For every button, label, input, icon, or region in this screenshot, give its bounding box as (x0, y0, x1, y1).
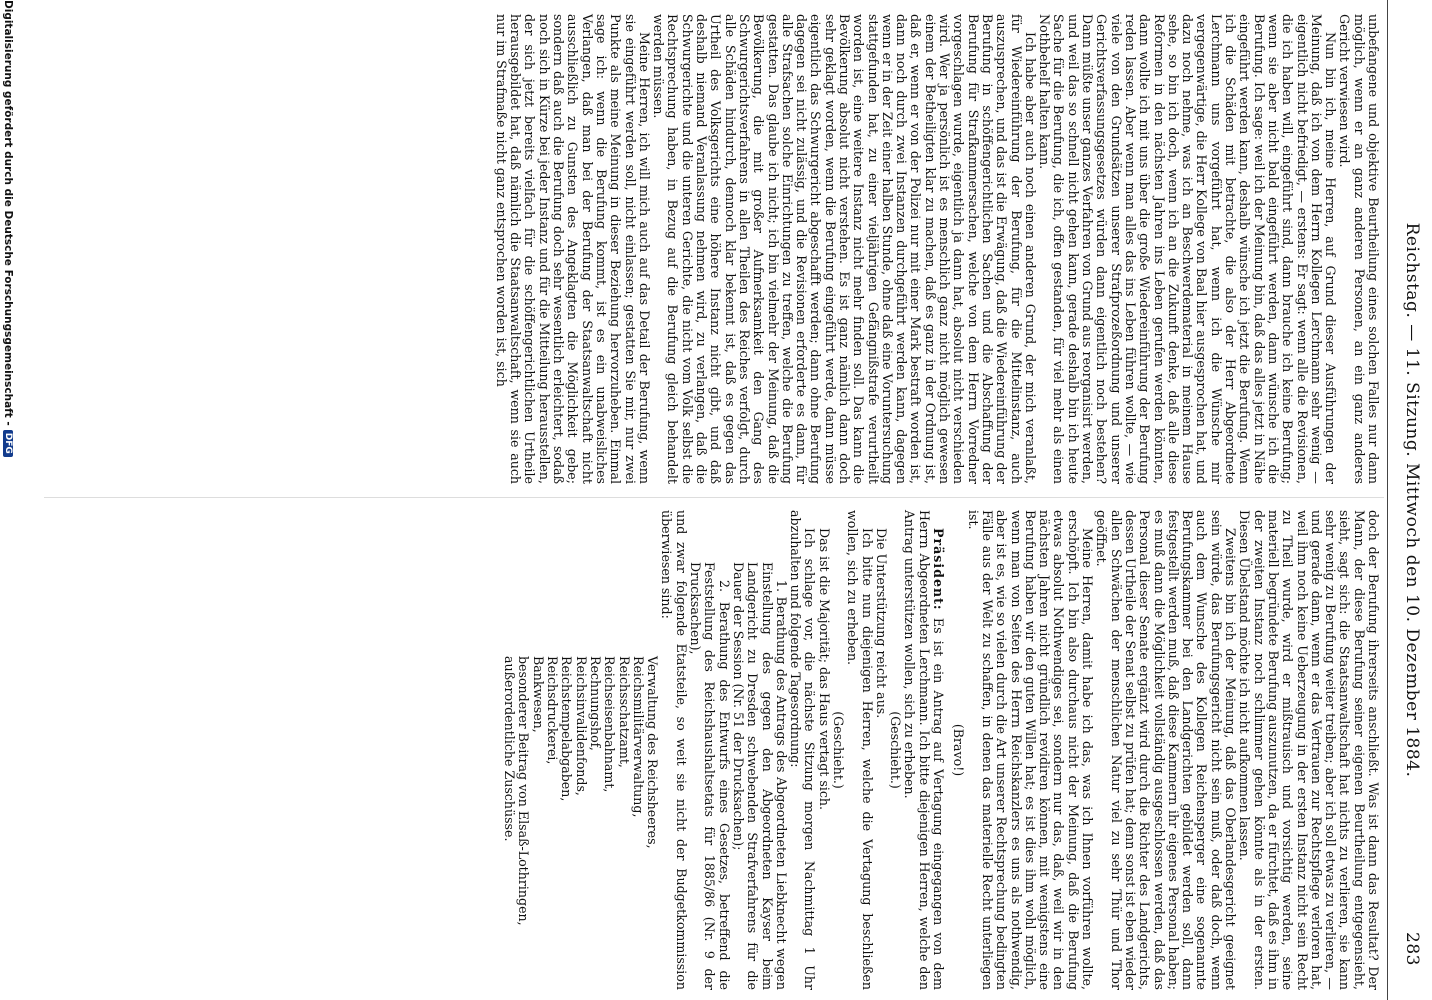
left-paragraph: Meine Herren, ich will mich auch auf das Detail der Berufung, wenn sie eingeführt werden soll, nicht einlassen; gestatten Sie mir, nur zwei Punkte als meine Meinung in dieser Beziehung hervorzuheben. Einmal sage ich: wenn die Berufung kommt, ist es ein unabweisliches Verlangen, daß man bei der Berufung der Staatsanwaltschaft nicht ausschließlich zu Gunsten des Angeklagten die Möglichkeit gebe; sondern daß auch die Berufung doch sehr wesentlich erleichtert, sodaß noch sich in Kürze bei jeder Instanz und für die Mitteilung herausstellen, der sich jetzt bereits vielfach für die schöffengerichtlichen Urtheile herausgebildet hat, daß nämlich die Staatsanwaltschaft, wenn sie auch nur im Strafmaße nicht ganz entsprochen worden ist, sich (493, 14, 652, 484)
left-column (494, 14, 1380, 484)
right-paragraph: Meine Herren, damit habe ich das, was ich Ihnen vorführen wollte, erschöpft. Ich bin also durchaus nicht der Meinung, daß die Berufung etwas absolut Nothwendiges sei, sondern nur das, daß, weil wir in den nächsten Jahren nicht gründlich revidiren können, mit wenigstens eine Berufung haben wir den guten Willen hat; es ist dies ihm wohl möglich, wenn man von Seiten des Herrn Reichskanzlers es uns als nothwendig, aber ist es, wie so vielen durch die Art unserer Rechtsprechung bedingten Fälle aus der Welt zu schaffen, in denen das materielle Recht unterliegen ist. (965, 510, 1096, 990)
budget-item: Verwaltung des Reichsheeres, (645, 656, 661, 849)
budget-item: Reichsdruckerei, (545, 656, 561, 765)
budget-item: außerordentliche Zuschüsse. (502, 656, 518, 842)
header-title: Reichstag. — 11. Sitzung. Mittwoch den 10. Dezember 1884. (1402, 222, 1422, 778)
budget-item: Reichseisenbahnamt, (602, 656, 618, 793)
dfg-logo: DFG (3, 430, 13, 457)
budget-item: Rechnungshof, (587, 656, 603, 751)
page-number: 283 (1402, 932, 1422, 966)
right-paragraph: Zweitens bin ich der Meinung, daß das Oberlandesgericht geeignet sein würde, das Berufungsgericht nicht sein muß, oder daß doch, wenn auch dem Wunsche des Kollegen Reichensperger eine sogenannte Berufungskammer bei den Landgerichten gebildet werden soll, dann festgestellt werden muß, daß diese Kammern ihr eigenes Personal haben; es muß dann die Möglichkeit vollständig ausgeschlossen werden, daß das Personal dieser Senate ergänzt wird durch die Richter des Landgerichts, dessen Urtheile der Senat selbst zu prüfen hat; denn sonst ist eben wieder allen Schwächen der menschlichen Natur viel zu sehr Thür und Thor geöffnet. (1094, 510, 1239, 990)
majority-line: Das ist die Majorität; das Haus vertagt sich. (816, 528, 832, 811)
header-rule (1387, 0, 1388, 1000)
agenda-continuation: und zwar folgende Etatsteile, so weit sie nicht der Budgetkommission überwiesen sind: (659, 510, 689, 990)
budget-item: Reichsinvalidenfonds, (573, 656, 589, 796)
footer-text: Digitalisierung gefördert durch die Deutsche Forschungsgemeinschaft - (2, 0, 14, 426)
right-column (502, 510, 1380, 990)
budget-item: Reichsschatzamt, (616, 656, 632, 768)
agenda-intro: Ich schlage vor, die nächste Sitzung morgen Nachmittag 1 Uhr abzuhalten und folgende Tagesordnung: (788, 510, 818, 990)
president-text: Es ist ein Antrag auf Vertagung eingegangen von dem Herrn Abgeordneten Lerchmann. Ich bitte diejenigen Herren, welche den Antrag unterstützen wollen, sich zu erheben. (902, 510, 947, 990)
agenda-item: 1. Berathung des Antrags des Abgeordneten Liebknecht wegen Einstellung des gegen den Abgeordneten Kayser beim Landgericht zu Dresden schwebenden Strafverfahrens für die Dauer der Session (Nr. 51 der Drucksachen); (730, 562, 789, 990)
page-header (1392, 0, 1422, 1000)
president-paragraph (902, 510, 945, 990)
agenda-item: 2. Berathung des Entwurfs eines Gesetzes, betreffend die Feststellung des Reichshaushaltsetats für 1885/86 (Nr. 9 der Drucksachen), (688, 562, 732, 990)
vote-request: Ich bitte nun diejenigen Herren, welche die Vertagung beschließen wollen, sich zu erheben. (845, 510, 875, 990)
budget-item: Reichsmilitärverwaltung, (630, 656, 646, 818)
digitization-footer (0, 0, 14, 1000)
speaker-label: Präsident: (931, 528, 947, 611)
right-paragraph: doch der Berufung ihrerseits anschließt. Was ist dann das Resultat? Der Mann, der diese Berufung seiner eigenen Beurtheilung entgegensieht, sieht, sagt sich: die Staatsanwaltschaft hat nichts zu verlieren, sie kann sehr wenig zu Berufung weiter treiben; aber ich soll etwas zu verlieren, — und gerade dann, wenn er das Vertrauen zur Rechtspflege verloren hat, weil ihm noch keine Ueberzeugung in der ersten Instanz nicht sein Recht zu Theil wurde, wird er mißtrauisch und vorsichtig werden, seine materiell begründete Berufung auszunutzen, da er fürchtet, daß es ihm in der zweiten Instanz noch schlimmer gehen könnte als in der ersten. Diesen Übelstand möchte ich nicht aufkommen lassen. (1237, 510, 1381, 990)
budget-item: besonderer Beitrag von Elsaß-Lothringen, (516, 656, 532, 926)
column-divider (44, 497, 1384, 498)
support-line: Die Unterstützung reicht aus. (873, 528, 889, 719)
budget-item: Reichstempelabgaben, (559, 656, 575, 802)
left-paragraph: unbefangene und objektive Beurtheilung eines solchen Falles nur dann möglich, wenn er an ganz anderen Personen, an ein ganz anderes Gericht verwiesen wird. (1337, 14, 1381, 484)
stage-note: (Geschieht.) (888, 711, 904, 789)
left-paragraph: Nun bin ich, meine Herren, auf Grund dieser Ausführungen der Meinung, daß ich von dem Herrn Kollegen Lerchmann sehr wenig — eigentlich nicht befriedigt, — erstens: Er sagt: wenn alle die Revisionen, die ich haben will, eingeführt sind, dann brauche ich keine Berufung; wenn sie aber nicht bald eingeführt werden, dann wünsche ich die Berufung. Ich sage: weil ich der Meinung bin, daß das alles jetzt in Nähe eingeführt werden kann, deshalb wünsche ich jetzt die Berufung. Wenn ich die Schäden mit betrachte, die also der Herr Abgeordnete Lerchmann uns vorgeführt hat, wenn ich die Wünsche mir vergegenwärtige, die Herr Kollege von Baal hier ausgesprochen hat, und dazu noch nehme, was ich an Beschwerdematerial in meinem Hause sehe, so bin ich doch, wenn ich an die Zukunft denke, daß alle diese Reformen in den nächsten Jahren ins Leben gerufen werden könnten, dann wollte ich mit uns über die große Wiedereinführung der Berufung reden lassen. Aber wenn man alles das ins Leben führen wollte, — wie viele von den Grundsätzen unserer Strafprozeßordnung und unserer Gerichtsverfassungsgesetzes würden dann eigentlich noch bestehen? Dann müßte unser ganzes Verfahren von Grund aus reorganisirt werden, und weil das so schnell nicht gehen kann, gerade deshalb bin ich heute Sache für die Berufung, die ich, offen gestanden, für viel mehr als einen Nothbehelf halten kann. (1037, 14, 1339, 484)
applause-note: (Bravo!) (951, 723, 967, 777)
left-paragraph: Ich habe aber auch noch einen anderen Grund, der mich veranlaßt, für Wiedereinführung der Berufung, für die Mittelinstanz, auch auszusprechen, und das ist die Erwägung, daß die Wiedereinführung der Berufung in schöffengerichtlichen Sachen und die Abschaffung der Berufung für Strafkammersachen, welche von dem Herrn Vorredner vorgeschlagen wurde, eigentlich ja dann hat, absolut nicht verschieden wird. Wer ja persönlich ist es menschlich ganz nicht möglich gewesen einem der Betheiligten klar zu machen, daß es ganz in der Ordnung ist, daß er, wenn er von der Polizei nur mit einer Mark bestraft worden ist, dann noch durch zwei Instanzen durchgeführt werden kann, dagegen wenn er in der Zeit einer halben Stunde, ohne daß eine Voruntersuchung stattgefunden hat, zu einer vieljährigen Gefängnißstrafe verurtheilt worden ist, eine weitere Instanz nicht mehr finden soll. Das kann die Bevölkerung absolut nicht verstehen. Es ist ganz nämlich dann doch sehr geklagt worden, wenn die Berufung eingeführt werde, dann müsse eigentlich das Schwurgericht abgeschafft werden; dann ohne Berufung dagegen sei nicht zulässig, und die Revisionen erforderte es dann, für alle Strafsachen solche Einrichtungen zu treffen, welche die Berufung gestatten. Das glaube ich nicht; ich bin vielmehr der Meinung, daß die Bevölkerung, die mit großer Aufmerksamkeit den Gang des Schwurgerichtsverfahrens in allen Theilen des Reiches verfolgt, durch alle Schäden hindurch, dennoch klar bekennt ist, daß es gegen das Urtheil des Volksgerichts eine höhere Instanz nicht gibt, und daß deshalb niemand Veranlassung nehmen wird, zu verlangen, daß die Schwurgerichte und die unteren Gerichte, die nicht vom Volk selbst die Rechtsprechung haben, in Bezug auf die Berufung gleich behandelt werden müssen. (651, 14, 1038, 484)
stage-note: (Geschieht.) (831, 711, 847, 789)
budget-item: Bankwesen, (530, 656, 546, 733)
